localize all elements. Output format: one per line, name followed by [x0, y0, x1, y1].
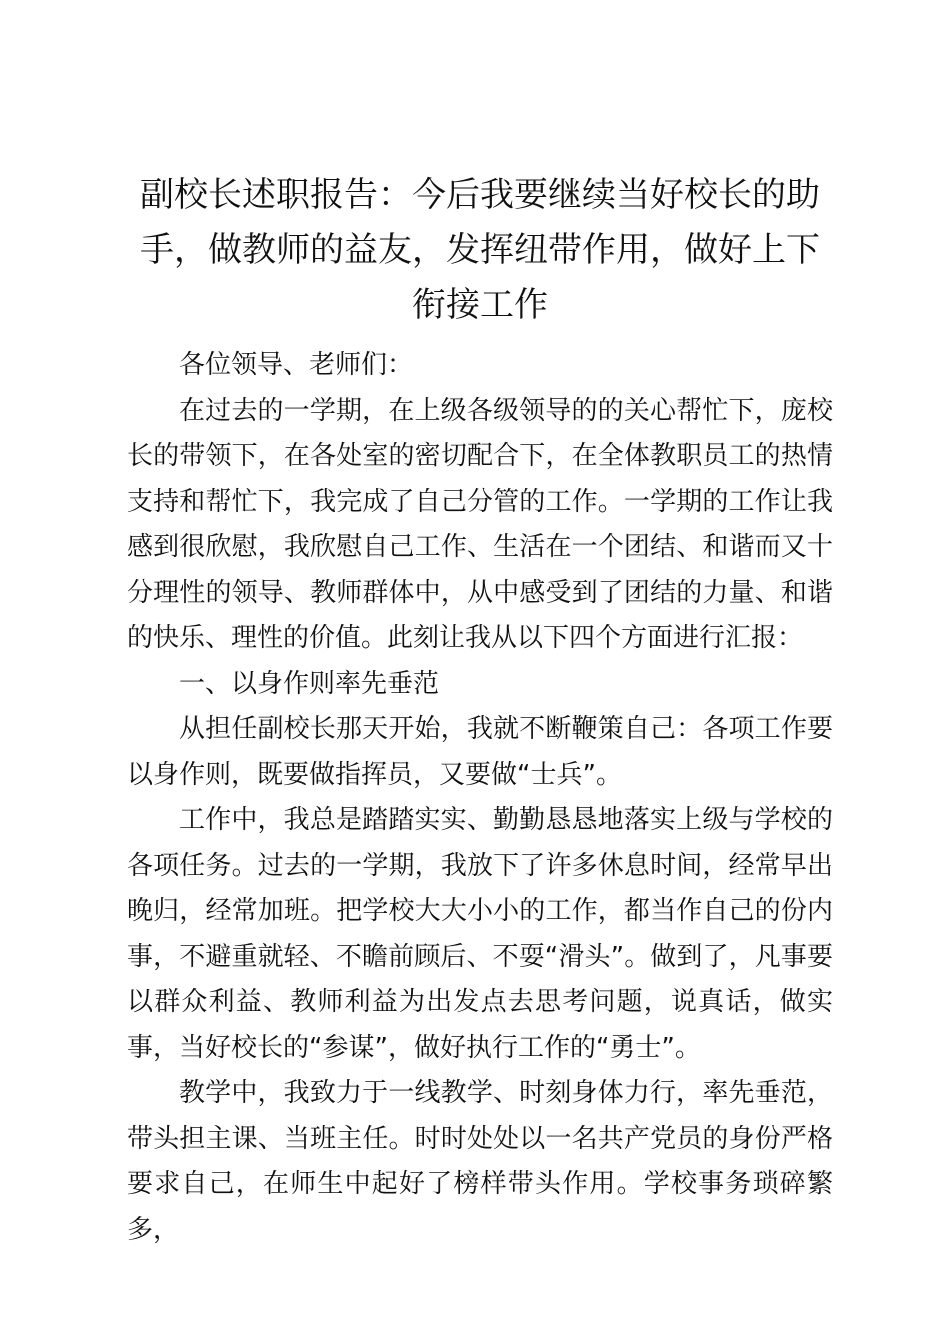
- salutation-paragraph: 各位领导、老师们：: [179, 350, 414, 380]
- body-paragraph: 教学中，我致力于一线教学、时刻身体力行，率先垂范，带头担主课、当班主任。时时处处以一名共产党员的身份严格要求自己，在师生中起好了榜样带头作用。学校事务琐碎繁多，: [127, 1078, 833, 1245]
- document-body: [127, 343, 833, 1253]
- body-paragraph: 从担任副校长那天开始，我就不断鞭策自己：各项工作要以身作则，既要做指挥员，又要做“士兵”。: [127, 714, 833, 790]
- document-title: 副校长述职报告：今后我要继续当好校长的助手，做教师的益友，发挥纽带作用，做好上下衔接工作: [140, 175, 820, 325]
- intro-paragraph: 在过去的一学期，在上级各级领导的的关心帮忙下，庞校长的带领下，在各处室的密切配合下，在全体教职员工的热情支持和帮忙下，我完成了自己分管的工作。一学期的工作让我感到很欣慰，我欣慰自己工作、生活在一个团结、和谐而又十分理性的领导、教师群体中，从中感受到了团结的力量、和谐的快乐、理性的价值。此刻让我从以下四个方面进行汇报：: [127, 395, 833, 653]
- body-paragraph: 工作中，我总是踏踏实实、勤勤恳恳地落实上级与学校的各项任务。过去的一学期，我放下了许多休息时间，经常早出晚归，经常加班。把学校大大小小的工作，都当作自己的份内事，不避重就轻、不瞻前顾后、不耍“滑头”。做到了，凡事要以群众利益、教师利益为出发点去思考问题，说真话，做实事，当好校长的“参谋”，做好执行工作的“勇士”。: [127, 805, 833, 1063]
- section-heading-1: 一、以身作则率先垂范: [179, 668, 440, 699]
- document-content: [127, 168, 833, 1253]
